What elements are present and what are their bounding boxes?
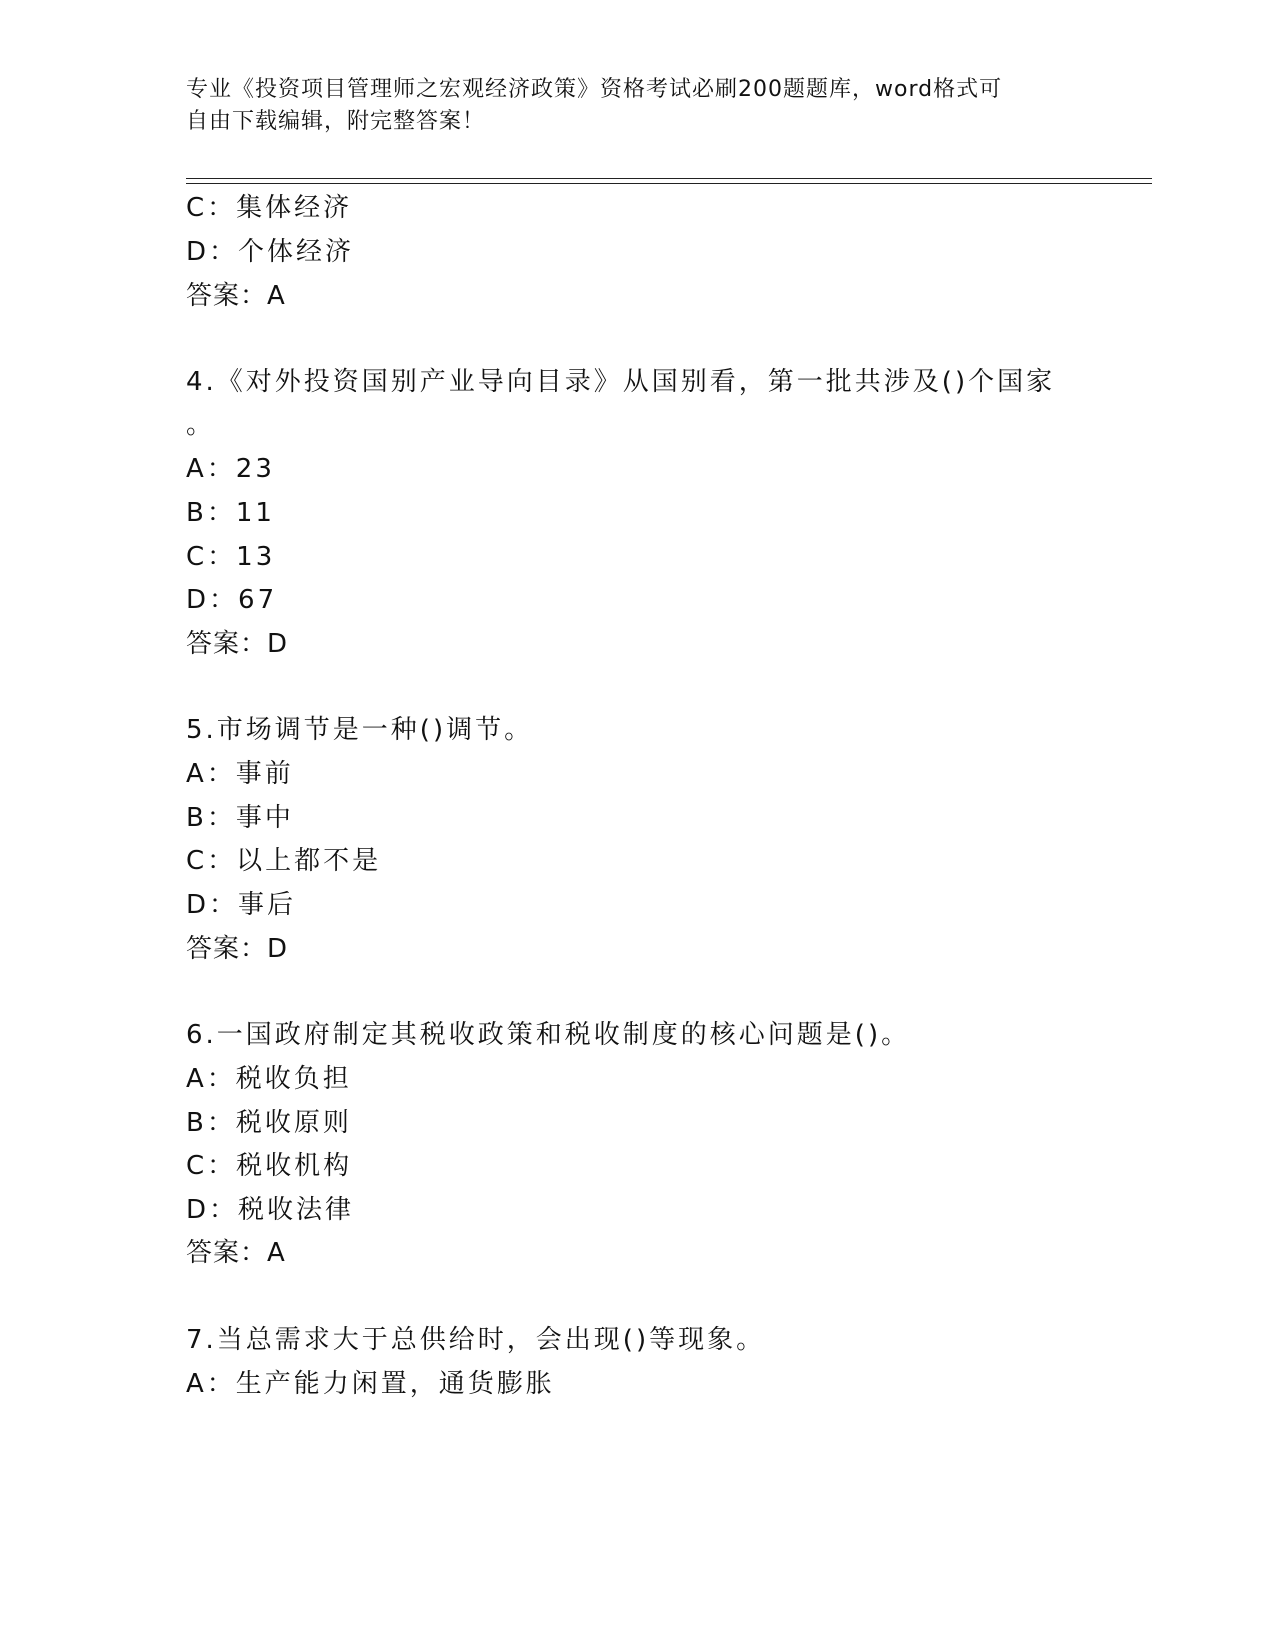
- option-a: A：事前: [186, 759, 294, 789]
- option-a: A：税收负担: [186, 1064, 352, 1094]
- question-stem: 5.市场调节是一种()调节。: [186, 715, 534, 745]
- question-stem-continuation: 。: [186, 410, 216, 440]
- option-b: B：税收原则: [186, 1108, 352, 1138]
- document-header: [186, 74, 1066, 138]
- question-stem: 4.《对外投资国别产业导向目录》从国别看，第一批共涉及()个国家: [186, 367, 1056, 397]
- answer-label: 答案：A: [186, 281, 286, 311]
- option-a: A：23: [186, 454, 275, 484]
- option-a: A：生产能力闲置，通货膨胀: [186, 1369, 555, 1399]
- option-b: B：事中: [186, 803, 294, 833]
- header-line-2: 自由下载编辑，附完整答案！: [186, 109, 486, 134]
- answer-label: 答案：A: [186, 1238, 286, 1268]
- question-stem: 7.当总需求大于总供给时，会出现()等现象。: [186, 1325, 766, 1355]
- answer-label: 答案：D: [186, 629, 289, 659]
- option-d: D：个体经济: [186, 237, 355, 267]
- header-divider-bottom: [186, 183, 1152, 184]
- option-b: B：11: [186, 498, 275, 528]
- option-c: C：以上都不是: [186, 846, 382, 876]
- option-d: D：事后: [186, 890, 297, 920]
- option-c: C：集体经济: [186, 193, 353, 223]
- option-d: D：税收法律: [186, 1195, 355, 1225]
- option-c: C：13: [186, 542, 276, 572]
- header-line-1: 专业《投资项目管理师之宏观经济政策》资格考试必刷200题题库，word格式可: [186, 77, 1003, 102]
- header-divider-top: [186, 178, 1152, 179]
- answer-label: 答案：D: [186, 934, 289, 964]
- question-stem: 6.一国政府制定其税收政策和税收制度的核心问题是()。: [186, 1020, 911, 1050]
- option-d: D：67: [186, 585, 278, 615]
- option-c: C：税收机构: [186, 1151, 353, 1181]
